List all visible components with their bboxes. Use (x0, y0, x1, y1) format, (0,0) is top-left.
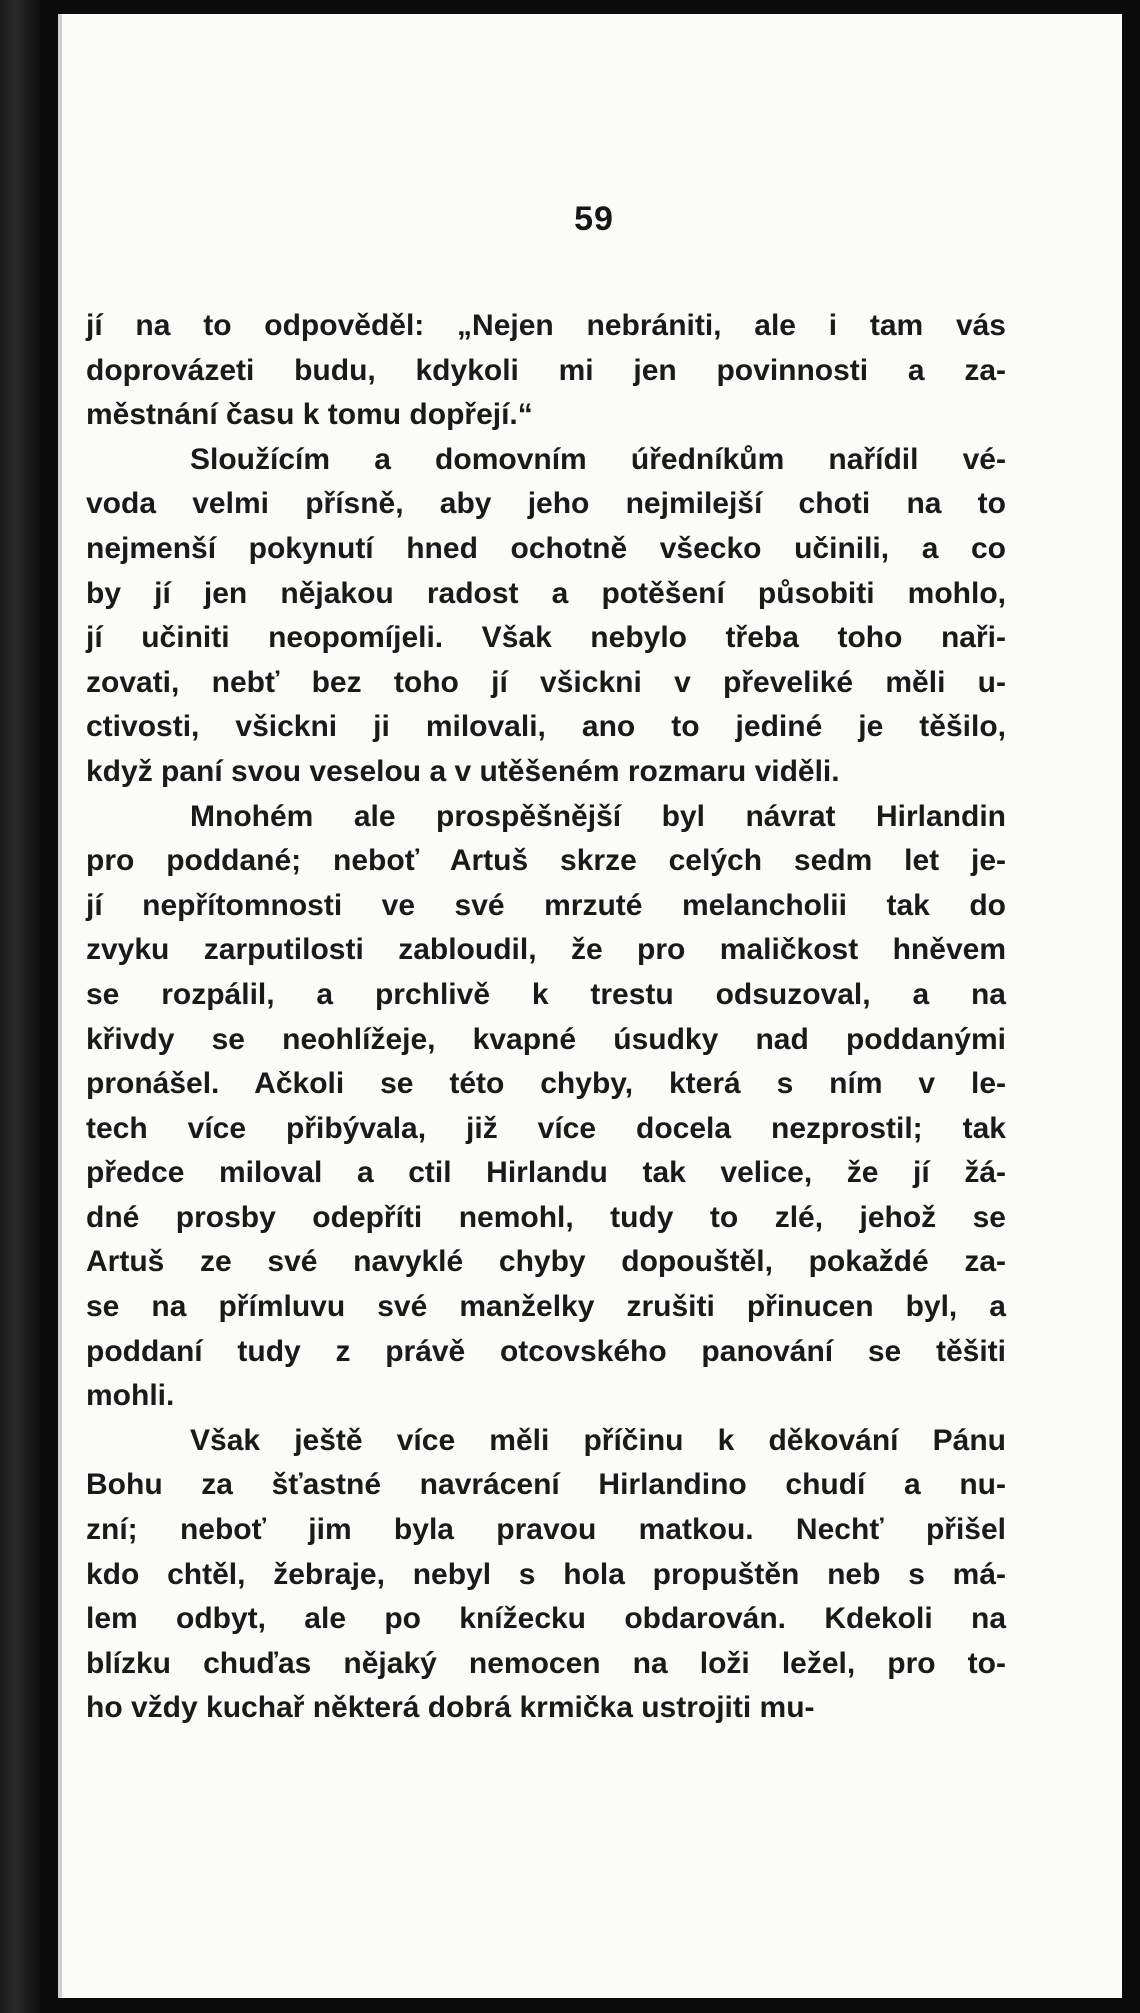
text-line: zní; neboť jim byla pravou matkou. Nechť přišel (86, 1513, 1006, 1547)
text-line: Bohu za šťastné navrácení Hirlandino chudí a nu- (86, 1468, 1006, 1502)
text-line: křivdy se neohlížeje, kvapné úsudky nad poddanými (86, 1022, 1006, 1056)
text-line: doprovázeti budu, kdykoli mi jen povinnosti a za- (86, 353, 1006, 387)
text-line: dné prosby odepříti nemohl, tudy to zlé, jehož se (86, 1200, 1006, 1234)
text-line: pronášel. Ačkoli se této chyby, která s ním v le- (86, 1067, 1006, 1101)
text-line: zovati, nebť bez toho jí všickni v převeliké měli u- (86, 665, 1006, 699)
text-line: Však ještě více měli příčinu k děkování Pánu (190, 1423, 1006, 1457)
text-line: ho vždy kuchař některá dobrá krmička ustrojiti mu- (86, 1691, 815, 1725)
scan-edge (0, 0, 40, 2013)
text-line: jí na to odpověděl: „Nejen nebrániti, ale i tam vás (86, 309, 1006, 342)
text-line: kdo chtěl, žebraje, nebyl s hola propuštěn neb s má- (86, 1557, 1006, 1591)
text-line: zvyku zarputilosti zabloudil, že pro maličkost hněvem (86, 933, 1006, 967)
text-line: blízku chuďas nějaký nemocen na loži ležel, pro to- (86, 1646, 1006, 1680)
text-line: Sloužícím a domovním úředníkům nařídil vé- (190, 442, 1006, 476)
text-line: pro poddané; neboť Artuš skrze celých sedm let je- (86, 844, 1006, 878)
text-line: jí nepřítomnosti ve své mrzuté melancholii tak do (86, 888, 1006, 922)
text-line: ctivosti, všickni ji milovali, ano to jediné je těšilo, (86, 710, 1006, 744)
text-line: předce miloval a ctil Hirlandu tak velice, že jí žá- (86, 1156, 1006, 1190)
page-number: 59 (574, 200, 614, 238)
text-line: poddaní tudy z právě otcovského panování se těšiti (86, 1334, 1006, 1368)
text-line: Mnohém ale prospěšnější byl návrat Hirlandin (190, 799, 1006, 833)
book-page (58, 14, 1122, 1998)
text-line: voda velmi přísně, aby jeho nejmilejší choti na to (86, 487, 1006, 521)
text-line: tech více přibývala, již více docela nezprostil; tak (86, 1111, 1006, 1145)
text-line: když paní svou veselou a v utěšeném rozmaru viděli. (86, 754, 840, 788)
text-line: se rozpálil, a prchlivě k trestu odsuzoval, a na (86, 977, 1006, 1011)
text-line: jí učiniti neopomíjeli. Však nebylo třeba toho naři- (86, 621, 1006, 655)
text-line: lem odbyt, ale po knížecku obdarován. Kdekoli na (86, 1602, 1006, 1636)
text-line: městnání času k tomu dopřejí.“ (86, 398, 533, 432)
text-line: se na přímluvu své manželky zrušiti přinucen byl, a (86, 1290, 1006, 1324)
text-line: Artuš ze své navyklé chyby dopouštěl, pokaždé za- (86, 1245, 1006, 1279)
text-block (86, 304, 1006, 1731)
text-line: by jí jen nějakou radost a potěšení působiti mohlo, (86, 576, 1006, 610)
text-line: nejmenší pokynutí hned ochotně všecko učinili, a co (86, 531, 1006, 565)
paragraph (86, 1419, 1006, 1731)
text-line: mohli. (86, 1379, 175, 1413)
paragraph (86, 795, 1006, 1419)
paragraph (86, 304, 1006, 438)
paragraph (86, 438, 1006, 795)
